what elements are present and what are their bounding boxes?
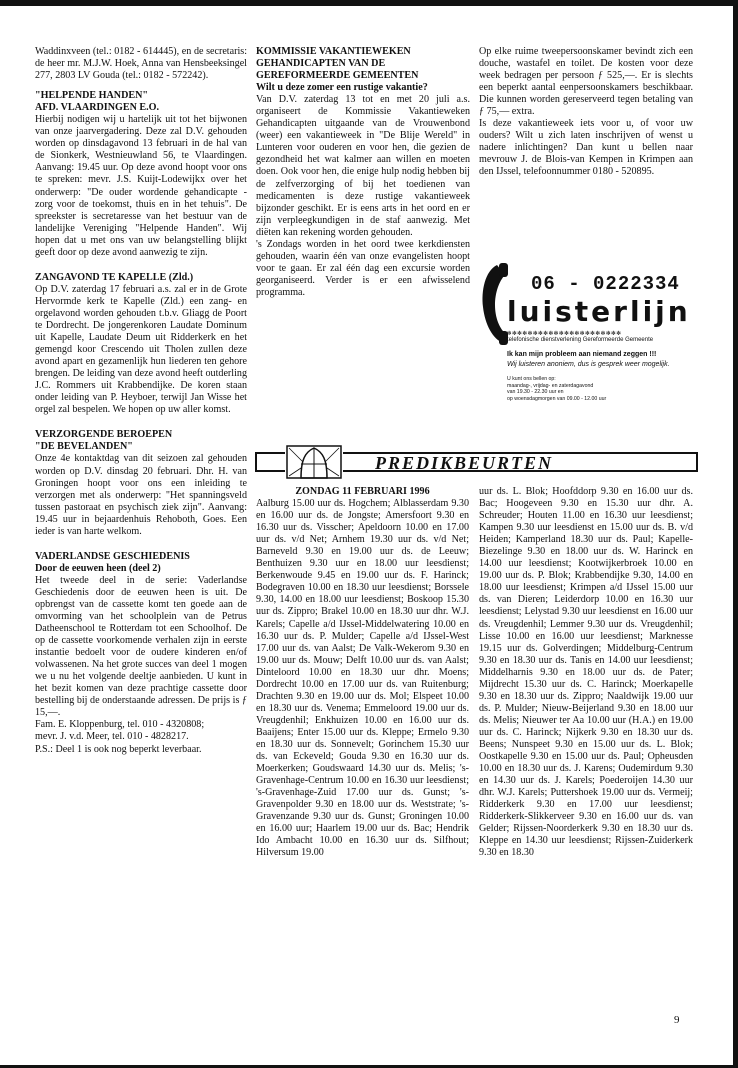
luisterlijn-hours-line-4: op woensdagmorgen van 09.00 - 12.00 uur bbox=[507, 395, 607, 402]
helpende-handen-title: "HELPENDE HANDEN" bbox=[35, 90, 148, 102]
column-right-top bbox=[479, 46, 693, 179]
telephone-handset-icon bbox=[479, 263, 509, 345]
luisterlijn-hours bbox=[507, 376, 702, 402]
verzorgende-title: VERZORGENDE BEROEPEN bbox=[35, 429, 173, 441]
luisterlijn-advert bbox=[479, 255, 699, 415]
intro-text: Waddinxveen (tel.: 0182 - 614445), en de secretaris: de heer mr. M.J.W. Hoek, Anna van Hensbeeksingel 277, 2803 LV Gouda (tel.: 0182 - 572242). bbox=[35, 46, 247, 82]
vaderlandse-subtitle: Door de eeuwen heen (deel 2) bbox=[35, 562, 161, 574]
helpende-handen-body: Hierbij nodigen wij u hartelijk uit tot het bijwonen van onze jaarvergadering. Deze zal D.V. gehouden worden op dinsdagavond 13 februari in de hal van de Sionkerk, Westnieuwland 56, te Vlaardingen. Aanvang: 19.45 uur. Op deze avond hoopt voor ons te spreken: mevr. J.S. Kuijt-Lodewijkx over het onderwerp: "De ouder wordende gehandicapte - zorg voor de toekomst, thuis en in het tehuis". De spreekster is secretaresse van het bestuur van de landelijke Vereniging "Helpende Handen". Wij hopen dat u met ons van uw belangstelling blijkt geeft door op deze avond aanwezig te zijn. bbox=[35, 114, 247, 258]
predikbeurten-list-left: Aalburg 15.00 uur ds. Hogchem; Alblasserdam 9.30 en 16.00 uur ds. de Jongste; Amersfoort 9.30 en 16.30 uur ds. Visscher; Apeldoorn 10.00 en 17.00 uur ds. v/d Net; Arnhem 19.30 uur ds. v/d Net; Barneveld 9.30 en 19.00 uur ds. de Leeuw; Benthuizen 9.30 uur en 18.00 uur leesdienst; Berkenwoude 9.45 en 19.00 uur ds. F. Harinck; Bodegraven 10.00 en 18.30 uur leesdienst; Borssele 9.30, 14.00 en 18.00 uur leesdienst; Boskoop 15.30 uur ds. Zippro; Brakel 10.00 en 18.30 uur dhr. W.J. Karels; Capelle a/d IJssel-Middelwatering 10.00 en 16.30 uur ds. P. Mulder; Capelle a/d IJssel-West 17.00 uur ds. van Aalst; De Valk-Wekerom 9.30 en 19.00 uur ds. Mouw; Delft 10.00 uur ds. van Aalst; Dinteloord 10.00 en 18.30 uur dhr. Moens; Dordrecht 10.00 en 17.00 uur ds. van Ruitenburg; Drachten 9.30 en 19.00 uur ds. Mol; Elspeet 10.00 en 18.30 uur ds. Venema; Emmeloord 19.00 uur ds. Vreugdenhil; Enkhuizen 10.00 en 16.00 uur ds. Baaijens; Enter 15.00 uur ds. Kleppe; Ermelo 9.30 en 18.30 uur ds. Sonnevelt; Gorinchem 15.30 uur ds. van Eckeveld; Gouda 9.30 en 16.30 uur ds. Moerkerken; Goudswaard 14.30 uur ds. Melis; 's-Gravenhage-Centrum 10.00 en 16.30 uur leesdienst; 's-Gravenhage-Zuid 17.00 uur ds. Gunst; 's-Gravenpolder 9.30 en 18.00 uur ds. Weststrate; 's-Gravenzande 9.30 uur ds. Gunst; Groningen 10.00 en 16.00 uur; Haarlem 19.00 uur ds. Bac; Hendrik Ido Ambacht 10.00 en 16.30 uur ds. Silfhout; Hilversum 19.00 bbox=[256, 498, 469, 859]
vaderlandse-address-1: Fam. E. Kloppenburg, tel. 010 - 4320808; bbox=[35, 719, 205, 731]
verzorgende-body: Onze 4e kontaktdag van dit seizoen zal gehouden worden op D.V. dinsdag 20 februari. Dhr. H. van Groningen hoopt voor ons een inleiding te verzorgen met als onderwerp: "Het spanningsveld tussen pastoraat en psychisch ziek zijn". Aanvang: 19.45 uur in bejaardenhuis Rehoboth, Goes. Een ieder is van harte welkom. bbox=[35, 453, 247, 537]
page-right-border bbox=[733, 0, 738, 1068]
predikbeurten-date: ZONDAG 11 FEBRUARI 1996 bbox=[295, 486, 430, 497]
luisterlijn-hours-line-2: maandag-, vrijdag- en zaterdagavond bbox=[507, 382, 594, 389]
luisterlijn-quote-2: Wij luisteren anoniem, dus is gesprek weer mogelijk. bbox=[507, 361, 670, 368]
vakantie-contact-text: Is deze vakantieweek iets voor u, of voor uw ouders? Wilt u zich laten inschrijven of wenst u nadere inlichtingen? Dan kunt u bellen naar mevrouw J. de Blois-van Kempen in Krimpen aan den IJssel, telefoonnummer 0180 - 520895. bbox=[479, 118, 693, 178]
luisterlijn-logo-text: luisterlijn bbox=[507, 295, 691, 328]
predikbeurten-banner bbox=[255, 444, 698, 476]
predikbeurten-column-left bbox=[256, 486, 469, 859]
kommissie-body: Van D.V. zaterdag 13 tot en met 20 juli a.s. organiseert de Kommissie Vakantieweken Gehandicapten uitgaande van de Vrouwenbond (weer) een vakantieweek in "De Blije Wereld" in Lunteren voor ouderen en voor hen, die gezien de gezondheid het wat kalmer aan willen en moeten doen. Ook voor hen, die enige hulp nodig hebben bij de zelfverzorging of bij het toedienen van medicamenten is deze rustige vakantieweek bijzonder geschikt. Er is eens arts in het oord en er zijn verpleegkundigen in de staf aanwezig. Met diëten kan rekening worden gehouden. bbox=[256, 94, 470, 238]
luisterlijn-decor-line: ✻✻✻✻✻✻✻✻✻✻✻✻✻✻✻✻✻✻✻✻✻✻ bbox=[507, 329, 622, 337]
zangavond-title: ZANGAVOND TE KAPELLE (Zld.) bbox=[35, 271, 194, 283]
banner-title: PREDIKBEURTEN bbox=[375, 453, 554, 473]
vaderlandse-address-2: mevr. J. v.d. Meer, tel. 010 - 4828217. bbox=[35, 731, 189, 743]
vaderlandse-body: Het tweede deel in de serie: Vaderlandse Geschiedenis door de eeuwen heen is uit. De opbrengst van de cassette komt ten goede aan de omvorming van het schoolplein van de Petrus Datheenschool te Rotterdam tot een Schoolhof. De op de cassette voorkomende verhalen zijn in eerste instantie bedoelt voor de oudere kinderen en/of volwassenen. Na het grote succes van deel 1 mogen we u nu het volgende deeltje aanbieden. U kunt in het bezit komen van deze prachtige cassette door bestelling bij de onderstaande adressen. De prijs is ƒ 15,—. bbox=[35, 574, 247, 719]
vaderlandse-ps: P.S.: Deel 1 is ook nog beperkt leverbaar. bbox=[35, 743, 202, 755]
page-top-border bbox=[0, 0, 738, 6]
kommissie-title-3: GEREFORMEERDE GEMEENTEN bbox=[256, 70, 419, 82]
vakantie-costs-text: Op elke ruime tweepersoonskamer bevindt zich een douche, wastafel en toilet. De kosten voor deze week bedragen per persoon ƒ 525,—. Er is slechts een beperkt aantal eenpersoonskamers beschikbaar. Die kunnen worden gereserveerd tegen betaling van ƒ 75,— extra. bbox=[479, 46, 693, 118]
vaderlandse-title: VADERLANDSE GESCHIEDENIS bbox=[35, 550, 190, 562]
predikbeurten-list-right: uur ds. L. Blok; Hoofddorp 9.30 en 16.00 uur ds. Bac; Hoogeveen 9.30 en 15.30 uur dhr. A. Schreuder; Houten 11.00 en 16.30 uur leesdienst; Kampen 9.30 uur leesdienst en 15.00 uur ds. B. v/d Heiden; Kamperland 18.30 uur ds. Paul; Kapelle-Biezelinge 9.30 en 18.00 uur ds. W. Harinck en 14.00 uur leesdienst; Kootwijkerbroek 10.00 en 19.00 uur ds. P. Blok; Krabbendijke 9.30, 14.00 en 18.00 uur leesdienst; Krimpen a/d IJssel 15.00 uur ds. van Dieren; Leiderdorp 10.00 en 16.30 uur leesdienst; Lelystad 9.30 uur leesdienst en 16.00 uur ds. Vreugdenhil; Lemmer 9.30 uur ds. Vreugdenhil; Lisse 10.00 en 16.00 uur leesdienst; Marknesse 19.15 uur ds. Golverdingen; Middelburg-Centrum 9.30 en 18.30 uur ds. Tanis en 14.00 uur leesdienst; Middelharnis 9.30 en 18.00 uur ds. de Pater; Mijdrecht 15.30 uur ds. C. Harinck; Moerkapelle 9.30 en 18.30 uur ds. Zippro; Naaldwijk 19.00 uur ds. P. Mulder; Nieuw-Beijerland 9.30 en 18.00 uur ds. Melis; Nieuwer ter Aa 10.00 uur (H.A.) en 19.00 uur ds. C. Harinck; Nijkerk 9.30 en 18.30 uur ds. Beens; Nunspeet 9.30 en 15.00 uur ds. L. Blok; Oostkapelle 9.30 en 15.00 uur ds. Paul; Opheusden 10.00 en 18.30 uur ds. J. Karens; Oudemirdum 9.30 en 14.30 uur ds. J. Karels; Poederoijen 14.30 uur dhr. W.J. Karels; Puttershoek 19.00 uur ds. Vermeij; Ridderkerk 9.30 en 17.00 uur leesdienst; Ridderkerk-Slikkerveer 9.30 en 16.00 uur ds. van Gelder; Rijssen-Noorderkerk 9.30 en 18.30 uur ds. Kleppe en 14.30 uur leesdienst; Rijssen-Zuiderkerk 9.30 en 18.30 bbox=[479, 486, 693, 859]
column-middle-top bbox=[256, 46, 470, 299]
kommissie-title-2: GEHANDICAPTEN VAN DE bbox=[256, 58, 386, 70]
luisterlijn-hours-line-1: U kunt ons bellen op: bbox=[507, 376, 556, 382]
luisterlijn-hours-line-3: van 19.30 - 22.30 uur en bbox=[507, 389, 564, 395]
verzorgende-subtitle: "DE BEVELANDEN" bbox=[35, 441, 133, 453]
helpende-handen-subtitle: AFD. VLAARDINGEN E.O. bbox=[35, 102, 160, 114]
kommissie-title-1: KOMMISSIE VAKANTIEWEKEN bbox=[256, 46, 411, 57]
luisterlijn-quote: Ik kan mijn probleem aan niemand zeggen !!! bbox=[507, 351, 657, 358]
kommissie-body-2: 's Zondags worden in het oord twee kerkdiensten gehouden, waarin één van onze evangelisten hoopt voor te gaan. Er zal één dag een excursie worden georganiseerd. Verder is er een afwisselend programma. bbox=[256, 238, 470, 298]
church-window-icon bbox=[285, 444, 343, 480]
luisterlijn-phone-number: 06 - 0222334 bbox=[531, 273, 680, 295]
kommissie-subtitle: Wilt u deze zomer een rustige vakantie? bbox=[256, 82, 428, 94]
page-number: 9 bbox=[674, 1014, 680, 1026]
predikbeurten-column-right bbox=[479, 486, 693, 859]
luisterlijn-subtitle: telefonische dienstverlening Gereformeerde Gemeente bbox=[507, 337, 654, 343]
column-left bbox=[35, 46, 247, 756]
zangavond-body: Op D.V. zaterdag 17 februari a.s. zal er in de Grote Hervormde kerk te Kapelle (Zld.) een zang- en orgelavond worden gehouden t.b.v. Gliagg de Poort te Dordrecht. De jongerenkoren Laudate Dominum uit Kapelle, Laudate Deum uit Ridderkerk en het gemengd koor Crescendo uit Tholen zullen deze avond apart en gezamenlijk hun liederen ten gehore brengen. De leiding van deze avond heeft outderling J.C. Rommers uit Krabbendijke. De koren staan onder leiding van P. Heyboer, terwijl Jan Wisse het orgel zal bespelen. We hopen op uw aller komst. bbox=[35, 283, 247, 416]
